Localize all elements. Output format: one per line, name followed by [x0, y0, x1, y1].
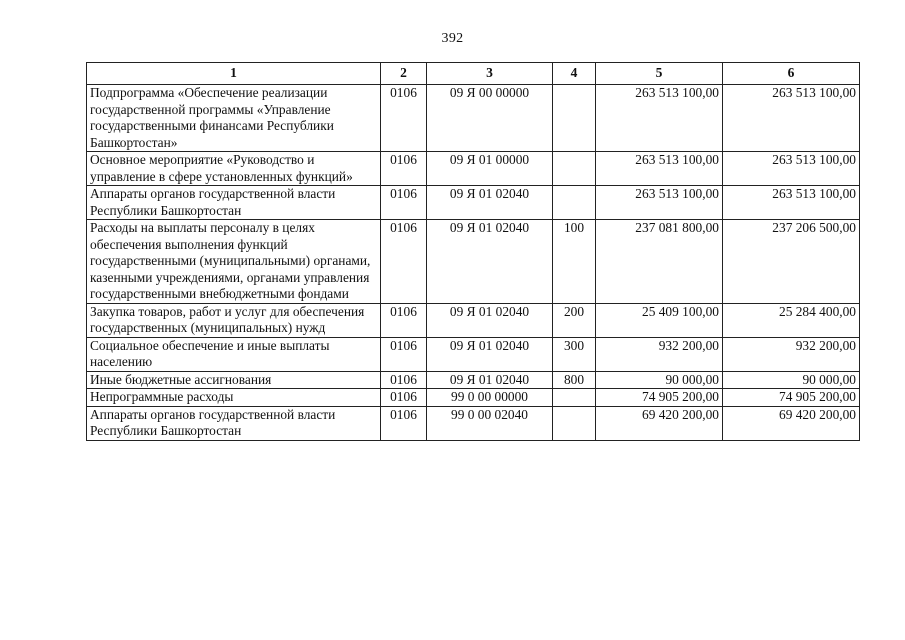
amount-year2-cell: 90 000,00 [723, 371, 860, 389]
expense-kind-cell: 100 [553, 220, 596, 304]
expense-kind-cell: 300 [553, 337, 596, 371]
amount-year2-cell: 74 905 200,00 [723, 389, 860, 407]
target-code-cell: 09 Я 01 02040 [427, 371, 553, 389]
amount-year2-cell: 69 420 200,00 [723, 406, 860, 440]
amount-year2-cell: 263 513 100,00 [723, 85, 860, 152]
page-number: 392 [441, 31, 464, 46]
expense-kind-cell: 800 [553, 371, 596, 389]
header-row [87, 63, 860, 85]
amount-year1-cell: 74 905 200,00 [596, 389, 723, 407]
section-code-cell: 0106 [381, 389, 427, 407]
amount-year1-cell: 263 513 100,00 [596, 85, 723, 152]
table-row [87, 220, 860, 304]
column-header-6: 6 [723, 63, 860, 85]
target-code-cell: 09 Я 01 02040 [427, 337, 553, 371]
amount-year2-cell: 237 206 500,00 [723, 220, 860, 304]
section-code-cell: 0106 [381, 337, 427, 371]
amount-year1-cell: 237 081 800,00 [596, 220, 723, 304]
expense-name-cell: Расходы на выплаты персоналу в целях обеспечения выполнения функций государственными (муниципальными) органами, казенными учреждениями, органами управления государственными внебюджетными фондами [87, 220, 381, 304]
table-row [87, 303, 860, 337]
target-code-cell: 99 0 00 02040 [427, 406, 553, 440]
column-header-1: 1 [87, 63, 381, 85]
table-row [87, 337, 860, 371]
target-code-cell: 09 Я 00 00000 [427, 85, 553, 152]
table-row [87, 85, 860, 152]
target-code-cell: 09 Я 01 02040 [427, 303, 553, 337]
target-code-cell: 09 Я 01 02040 [427, 186, 553, 220]
expense-name-cell: Иные бюджетные ассигнования [87, 371, 381, 389]
expense-name-cell: Аппараты органов государственной власти Республики Башкортостан [87, 406, 381, 440]
expense-kind-cell [553, 85, 596, 152]
expense-name-cell: Подпрограмма «Обеспечение реализации государственной программы «Управление государственными финансами Республики Башкортостан» [87, 85, 381, 152]
amount-year2-cell: 932 200,00 [723, 337, 860, 371]
column-header-3: 3 [427, 63, 553, 85]
expense-kind-cell [553, 186, 596, 220]
expense-name-cell: Закупка товаров, работ и услуг для обеспечения государственных (муниципальных) нужд [87, 303, 381, 337]
amount-year2-cell: 25 284 400,00 [723, 303, 860, 337]
table-row [87, 186, 860, 220]
table-row [87, 371, 860, 389]
expense-name-cell: Непрограммные расходы [87, 389, 381, 407]
section-code-cell: 0106 [381, 85, 427, 152]
expense-kind-cell [553, 406, 596, 440]
amount-year1-cell: 263 513 100,00 [596, 186, 723, 220]
expense-kind-cell [553, 389, 596, 407]
amount-year1-cell: 932 200,00 [596, 337, 723, 371]
section-code-cell: 0106 [381, 152, 427, 186]
table-row [87, 389, 860, 407]
table-row [87, 406, 860, 440]
column-header-2: 2 [381, 63, 427, 85]
section-code-cell: 0106 [381, 220, 427, 304]
section-code-cell: 0106 [381, 371, 427, 389]
section-code-cell: 0106 [381, 406, 427, 440]
amount-year2-cell: 263 513 100,00 [723, 152, 860, 186]
table-row [87, 152, 860, 186]
column-header-5: 5 [596, 63, 723, 85]
section-code-cell: 0106 [381, 186, 427, 220]
expense-kind-cell: 200 [553, 303, 596, 337]
expense-name-cell: Социальное обеспечение и иные выплаты населению [87, 337, 381, 371]
section-code-cell: 0106 [381, 303, 427, 337]
amount-year1-cell: 69 420 200,00 [596, 406, 723, 440]
amount-year1-cell: 25 409 100,00 [596, 303, 723, 337]
expense-name-cell: Аппараты органов государственной власти Республики Башкортостан [87, 186, 381, 220]
amount-year1-cell: 263 513 100,00 [596, 152, 723, 186]
amount-year2-cell: 263 513 100,00 [723, 186, 860, 220]
column-header-4: 4 [553, 63, 596, 85]
expense-kind-cell [553, 152, 596, 186]
target-code-cell: 09 Я 01 00000 [427, 152, 553, 186]
target-code-cell: 09 Я 01 02040 [427, 220, 553, 304]
target-code-cell: 99 0 00 00000 [427, 389, 553, 407]
budget-table [86, 62, 860, 441]
amount-year1-cell: 90 000,00 [596, 371, 723, 389]
expense-name-cell: Основное мероприятие «Руководство и управление в сфере установленных функций» [87, 152, 381, 186]
